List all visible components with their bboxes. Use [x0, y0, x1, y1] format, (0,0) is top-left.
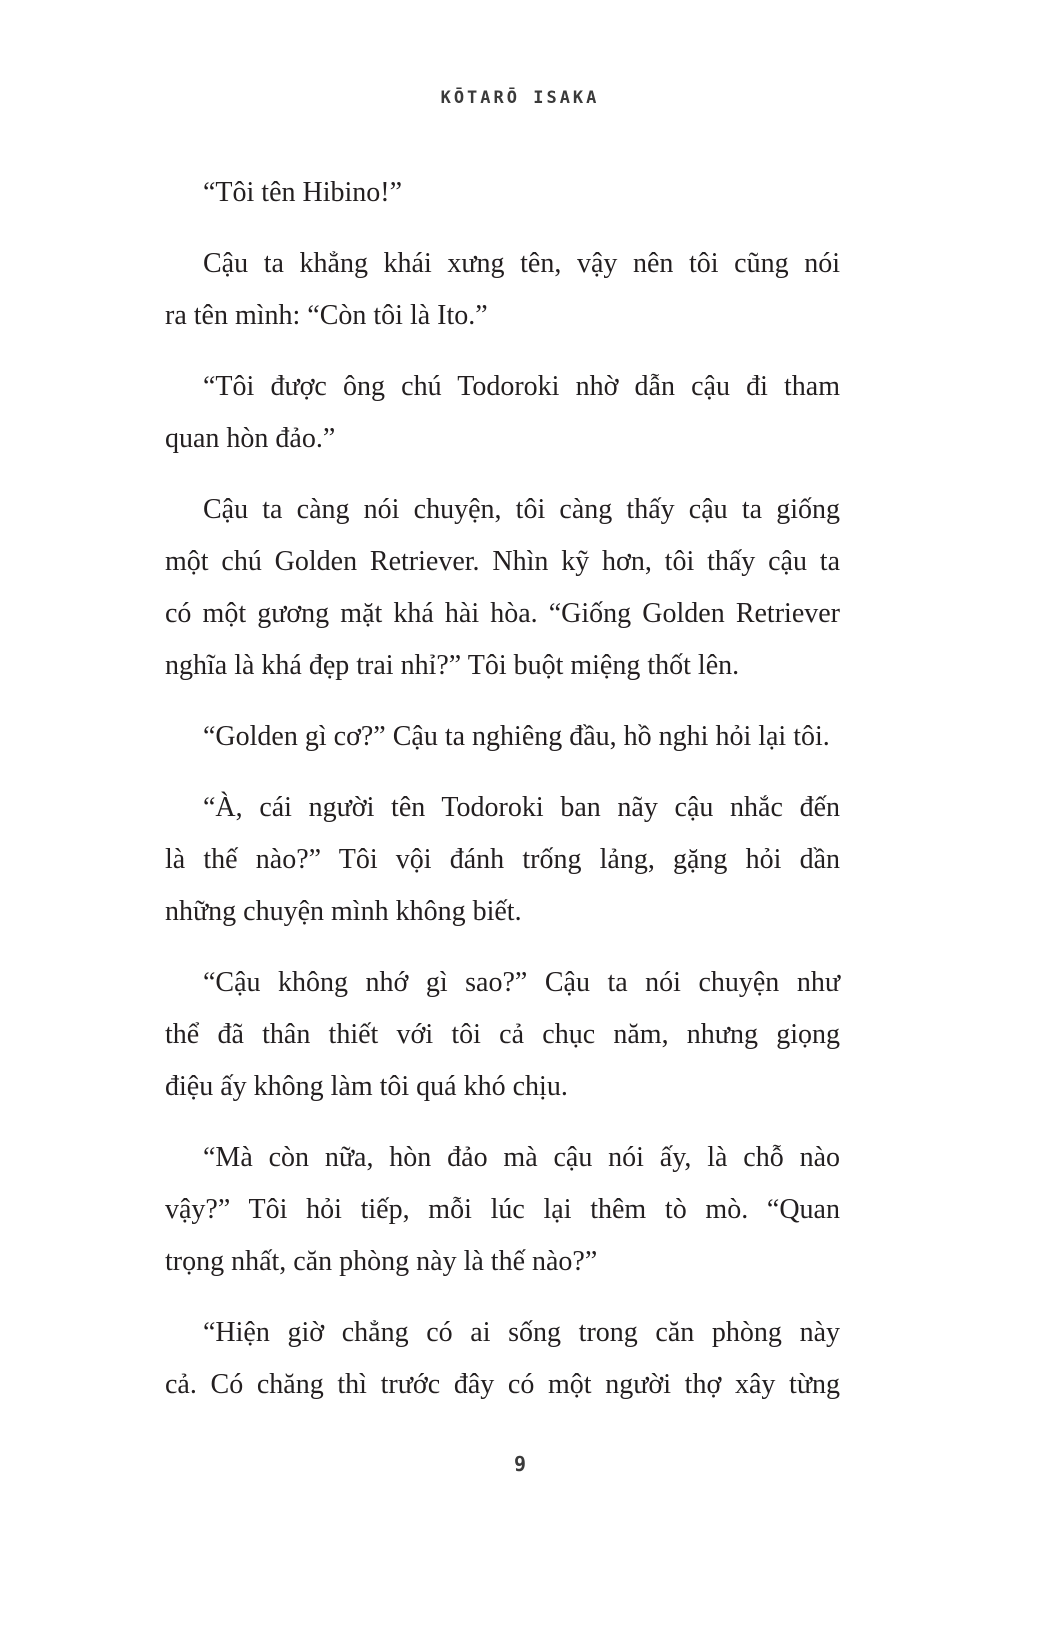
paragraph [165, 167, 840, 219]
paragraph [165, 361, 840, 465]
paragraph [165, 782, 840, 938]
text-line: Cậu ta càng nói chuyện, tôi càng thấy cậu ta giống [203, 494, 840, 525]
paragraph [165, 484, 840, 692]
text-line: vậy?” Tôi hỏi tiếp, mỗi lúc lại thêm tò mò. “Quan [165, 1194, 840, 1225]
text-line: Cậu ta khẳng khái xưng tên, vậy nên tôi cũng nói [203, 248, 840, 279]
text-line: một chú Golden Retriever. Nhìn kỹ hơn, tôi thấy cậu ta [165, 546, 840, 577]
paragraph [165, 1132, 840, 1288]
text-line: trọng nhất, căn phòng này là thế nào?” [165, 1246, 598, 1277]
text-line: “Tôi được ông chú Todoroki nhờ dẫn cậu đi tham [203, 371, 840, 402]
text-line: là thế nào?” Tôi vội đánh trống lảng, gặng hỏi dần [165, 844, 840, 875]
paragraph [165, 957, 840, 1113]
text-line: “Tôi tên Hibino!” [203, 177, 403, 208]
text-line: ra tên mình: “Còn tôi là Ito.” [165, 300, 488, 331]
text-line: “Hiện giờ chẳng có ai sống trong căn phòng này [203, 1317, 840, 1348]
page-number: 9 [513, 1452, 527, 1476]
text-line: những chuyện mình không biết. [165, 896, 522, 927]
running-header: KŌTARŌ ISAKA [440, 88, 600, 108]
text-line: điệu ấy không làm tôi quá khó chịu. [165, 1071, 568, 1102]
body-text [165, 167, 840, 1430]
paragraph [165, 1307, 840, 1411]
text-line: “À, cái người tên Todoroki ban nãy cậu nhắc đến [203, 792, 840, 823]
text-line: cả. Có chăng thì trước đây có một người thợ xây từng [165, 1369, 840, 1400]
text-line: “Golden gì cơ?” Cậu ta nghiêng đầu, hồ nghi hỏi lại tôi. [203, 721, 830, 752]
text-line: “Cậu không nhớ gì sao?” Cậu ta nói chuyện như [203, 967, 840, 998]
paragraph [165, 238, 840, 342]
text-line: thể đã thân thiết với tôi cả chục năm, nhưng giọng [165, 1019, 840, 1050]
text-line: “Mà còn nữa, hòn đảo mà cậu nói ấy, là chỗ nào [203, 1142, 840, 1173]
text-line: quan hòn đảo.” [165, 423, 336, 454]
text-line: nghĩa là khá đẹp trai nhỉ?” Tôi buột miệng thốt lên. [165, 650, 740, 681]
text-line: có một gương mặt khá hài hòa. “Giống Golden Retriever [165, 598, 840, 629]
paragraph [165, 711, 840, 763]
